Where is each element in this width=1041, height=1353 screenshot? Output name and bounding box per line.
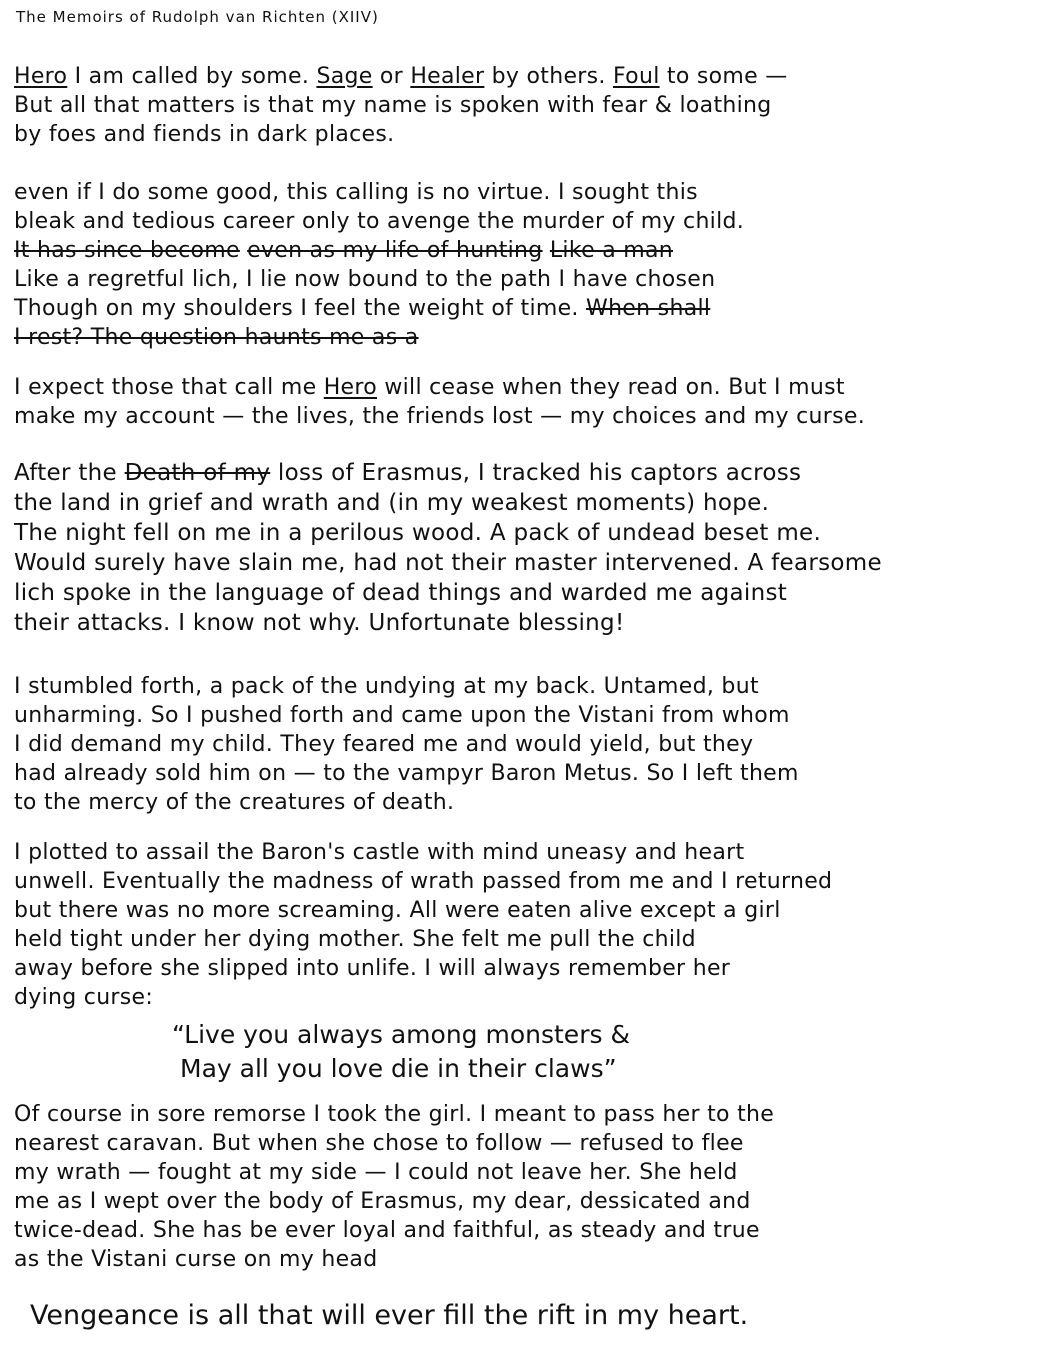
line: the land in grief and wrath and (in my weakest moments) hope. — [14, 490, 770, 516]
line — [14, 236, 1024, 265]
line: twice-dead. She has be ever loyal and faithful, as steady and true — [14, 1218, 760, 1243]
line: unwell. Eventually the madness of wrath passed from me and I returned — [14, 869, 833, 894]
closing-line: Vengeance is all that will ever fill the rift in my heart. — [30, 1300, 749, 1331]
line: Like a regretful lich, I lie now bound to the path I have chosen — [14, 267, 716, 292]
paragraph-vistani — [14, 672, 1024, 817]
paragraph-calling — [14, 178, 1024, 352]
line: Of course in sore remorse I took the girl. I meant to pass her to the — [14, 1102, 775, 1127]
paragraph-account — [14, 373, 1024, 431]
paragraph-erasmus — [14, 458, 1024, 638]
line — [14, 62, 1024, 91]
struck-text: I rest? The question haunts me as a — [14, 325, 419, 350]
line: held tight under her dying mother. She felt me pull the child — [14, 927, 696, 952]
text-fragment: I expect those that call me — [14, 375, 324, 400]
line: unharming. So I pushed forth and came upon the Vistani from whom — [14, 703, 790, 728]
line: to the mercy of the creatures of death. — [14, 790, 455, 815]
line: nearest caravan. But when she chose to follow — refused to flee — [14, 1131, 744, 1156]
line — [14, 323, 1024, 352]
page-title: The Memoirs of Rudolph van Richten (XIIV) — [16, 8, 379, 26]
line: but there was no more screaming. All were eaten alive except a girl — [14, 898, 781, 923]
word-foul: Foul — [613, 64, 660, 89]
line: The night fell on me in a perilous wood. A pack of undead beset me. — [14, 520, 822, 546]
paragraph-castle — [14, 838, 1024, 1012]
line: Would surely have slain me, had not their master intervened. A fearsome — [14, 550, 882, 576]
paragraph-titles — [14, 62, 1024, 149]
line: I stumbled forth, a pack of the undying at my back. Untamed, but — [14, 674, 759, 699]
line — [14, 294, 1024, 323]
line: away before she slipped into unlife. I will always remember her — [14, 956, 731, 981]
line: I plotted to assail the Baron's castle with mind uneasy and heart — [14, 840, 745, 865]
word-healer: Healer — [410, 64, 485, 89]
quote-line: “Live you always among monsters & — [172, 1020, 630, 1049]
paragraph-girl — [14, 1100, 1024, 1274]
word-hero: Hero — [14, 64, 68, 89]
line — [14, 373, 1024, 402]
quote-line: May all you love die in their claws” — [180, 1054, 617, 1083]
line: lich spoke in the language of dead things and warded me against — [14, 580, 788, 606]
line: by foes and fiends in dark places. — [14, 122, 395, 147]
struck-text: When shall — [586, 296, 711, 321]
text-fragment: After the — [14, 460, 125, 486]
line: my wrath — fought at my side — I could not leave her. She held — [14, 1160, 738, 1185]
dying-curse-quote — [172, 1018, 630, 1086]
text-fragment: to some — — [659, 64, 788, 89]
line: their attacks. I know not why. Unfortunate blessing! — [14, 610, 625, 636]
line: I did demand my child. They feared me and would yield, but they — [14, 732, 754, 757]
struck-text: Like a man — [549, 238, 674, 263]
text-fragment: Though on my shoulders I feel the weight of time. — [14, 296, 587, 321]
text-fragment: will cease when they read on. But I must — [377, 375, 845, 400]
line: me as I wept over the body of Erasmus, my dear, dessicated and — [14, 1189, 751, 1214]
line: had already sold him on — to the vampyr Baron Metus. So I left them — [14, 761, 799, 786]
line: dying curse: — [14, 985, 154, 1010]
line: make my account — the lives, the friends lost — my choices and my curse. — [14, 404, 865, 429]
text-fragment: I am called by some. — [67, 64, 317, 89]
line: as the Vistani curse on my head — [14, 1247, 378, 1272]
word-sage: Sage — [316, 64, 373, 89]
struck-text: Death of my — [124, 460, 271, 486]
word-hero: Hero — [323, 375, 378, 400]
text-fragment: loss of Erasmus, I tracked his captors across — [270, 460, 802, 486]
line — [14, 458, 1024, 488]
line: bleak and tedious career only to avenge the murder of my child. — [14, 209, 745, 234]
text-fragment: by others. — [484, 64, 614, 89]
struck-text: It has since become — [14, 238, 240, 263]
struck-text: even as my life of hunting — [247, 238, 543, 263]
line: even if I do some good, this calling is no virtue. I sought this — [14, 180, 698, 205]
text-fragment: or — [372, 64, 411, 89]
line: But all that matters is that my name is spoken with fear & loathing — [14, 93, 772, 118]
